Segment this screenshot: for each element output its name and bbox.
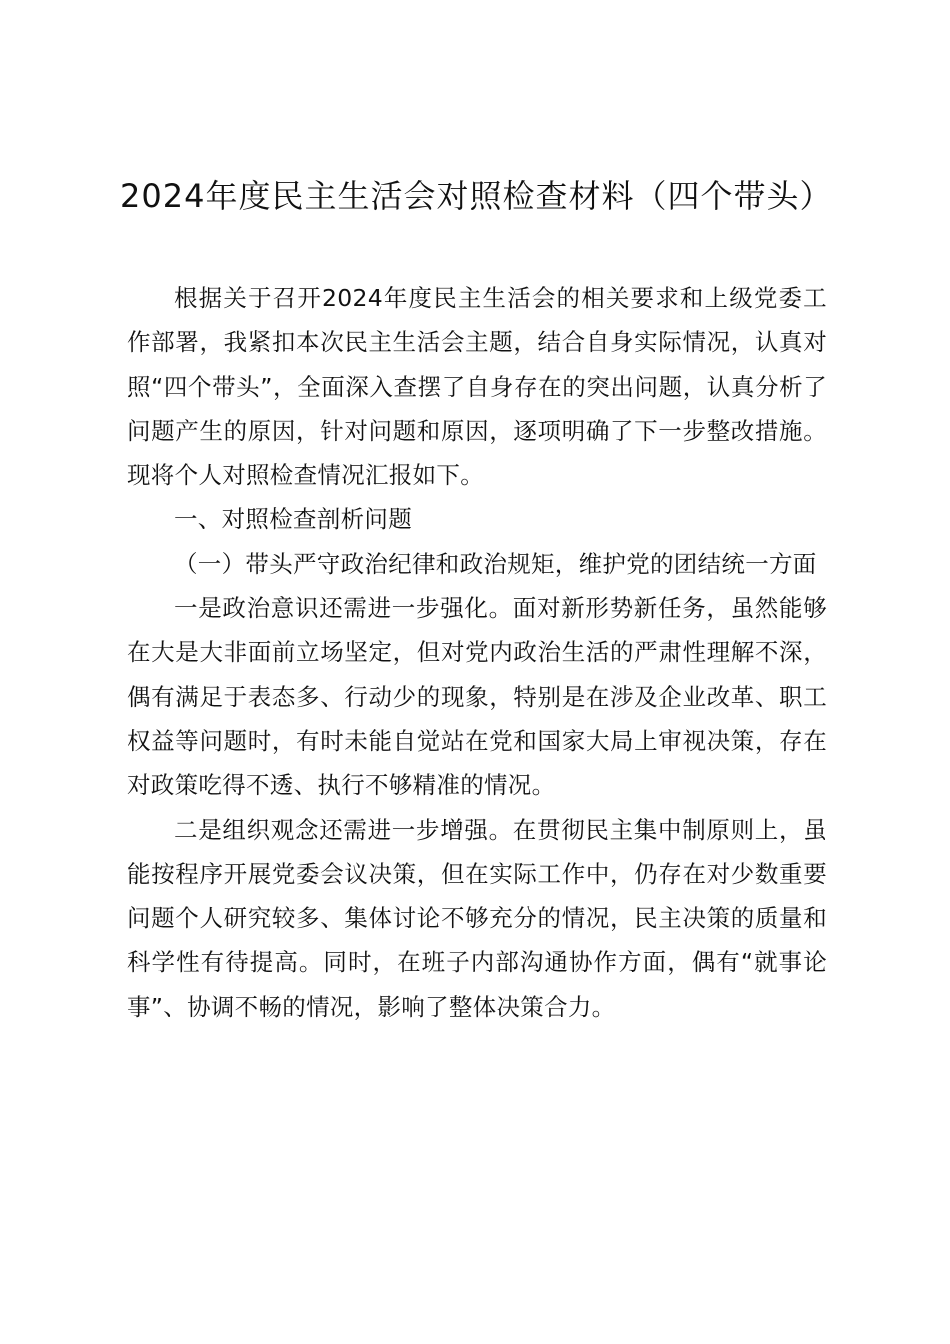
- subsection-heading: （一）带头严守政治纪律和政治规矩，维护党的团结统一方面: [174, 549, 817, 578]
- body-paragraph: 二是组织观念还需进一步增强。在贯彻民主集中制原则上，虽能按程序开展党委会议决策，但在实际工作中，仍存在对少数重要问题个人研究较多、集体讨论不够充分的情况，民主决策的质量和科学性有待提高。同时，在班子内部沟通协作方面，偶有“就事论事”、协调不畅的情况，影响了整体决策合力。: [127, 815, 827, 1021]
- body-paragraph: 一是政治意识还需进一步强化。面对新形势新任务，虽然能够在大是大非面前立场坚定，但对党内政治生活的严肃性理解不深，偶有满足于表态多、行动少的现象，特别是在涉及企业改革、职工权益等问题时，有时未能自觉站在党和国家大局上审视决策，存在对政策吃得不透、执行不够精准的情况。: [127, 594, 827, 800]
- document-body: [127, 276, 827, 1029]
- document-title: 2024年度民主生活会对照检查材料（四个带头）: [120, 177, 833, 215]
- intro-paragraph: 根据关于召开2024年度民主生活会的相关要求和上级党委工作部署，我紧扣本次民主生活会主题，结合自身实际情况，认真对照“四个带头”，全面深入查摆了自身存在的突出问题，认真分析了问题产生的原因，针对问题和原因，逐项明确了下一步整改措施。现将个人对照检查情况汇报如下。: [127, 284, 827, 490]
- section-heading: 一、对照检查剖析问题: [174, 505, 412, 534]
